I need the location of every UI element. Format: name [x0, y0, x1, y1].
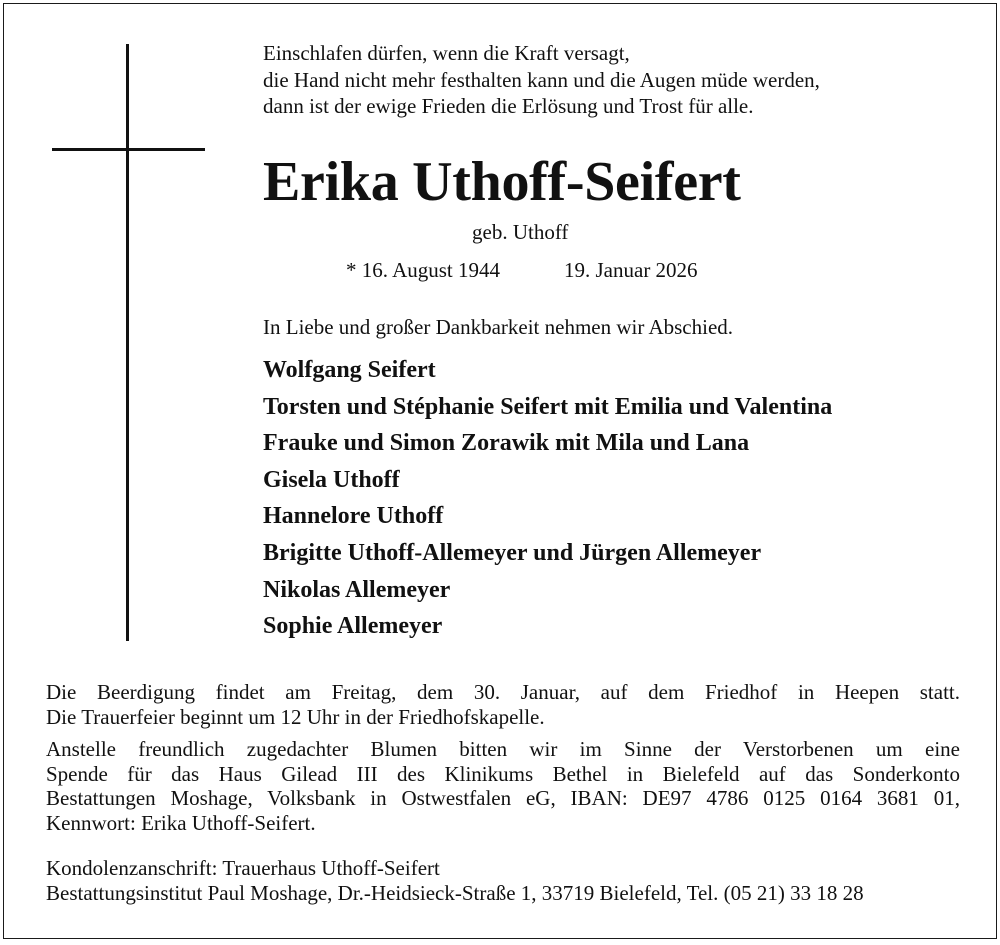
donation-info-line: Bestattungen Moshage, Volksbank in Ostwestfalen eG, IBAN: DE97 4786 0125 0164 3681 01,	[46, 786, 960, 810]
death-date: 19. Januar 2026	[564, 258, 698, 282]
cross-horizontal-bar	[52, 148, 205, 151]
birth-name: geb. Uthoff	[472, 220, 569, 244]
mourner-name: Wolfgang Seifert	[263, 357, 436, 383]
mourner-name: Nikolas Allemeyer	[263, 576, 451, 603]
farewell-line: In Liebe und großer Dankbarkeit nehmen wir Abschied.	[263, 315, 734, 339]
mourner-name: Frauke und Simon Zorawik mit Mila und Lana	[263, 430, 750, 457]
deceased-name: Erika Uthoff-Seifert	[263, 151, 741, 213]
donation-info-line: Spende für das Haus Gilead III des Klinikums Bethel in Bielefeld auf das Sonderkonto	[46, 761, 960, 786]
mourner-name: Torsten und Stéphanie Seifert mit Emilia und Valentina	[263, 393, 833, 420]
funeral-info	[46, 680, 960, 729]
condolence-line: Kondolenzanschrift: Trauerhaus Uthoff-Seifert	[46, 856, 440, 880]
mourner-name: Sophie Allemeyer	[263, 613, 443, 640]
mourners-list	[263, 352, 832, 645]
poem-line: die Hand nicht mehr festhalten kann und die Augen müde werden,	[263, 67, 820, 92]
condolence-address	[46, 856, 960, 905]
funeral-info-line: Die Beerdigung findet am Freitag, dem 30. Januar, auf dem Friedhof in Heepen statt.	[46, 680, 960, 704]
obituary-notice	[3, 3, 997, 939]
donation-info-line: Anstelle freundlich zugedachter Blumen bitten wir im Sinne der Verstorbenen um eine	[46, 737, 960, 761]
cross-vertical-bar	[126, 44, 129, 641]
mourner-name: Gisela Uthoff	[263, 466, 400, 493]
poem	[263, 40, 820, 120]
donation-info-line: Kennwort: Erika Uthoff-Seifert.	[46, 810, 316, 835]
funeral-info-line: Die Trauerfeier beginnt um 12 Uhr in der Friedhofskapelle.	[46, 704, 545, 729]
poem-line: dann ist der ewige Frieden die Erlösung und Trost für alle.	[263, 94, 754, 118]
donation-info	[46, 737, 960, 835]
birth-date: * 16. August 1944	[346, 258, 501, 282]
mourner-name: Hannelore Uthoff	[263, 503, 444, 530]
poem-line: Einschlafen dürfen, wenn die Kraft versagt,	[263, 41, 630, 65]
mourner-name: Brigitte Uthoff-Allemeyer und Jürgen Allemeyer	[263, 539, 762, 566]
condolence-line: Bestattungsinstitut Paul Moshage, Dr.-Heidsieck-Straße 1, 33719 Bielefeld, Tel. (05 21) 33 18 28	[46, 880, 864, 905]
